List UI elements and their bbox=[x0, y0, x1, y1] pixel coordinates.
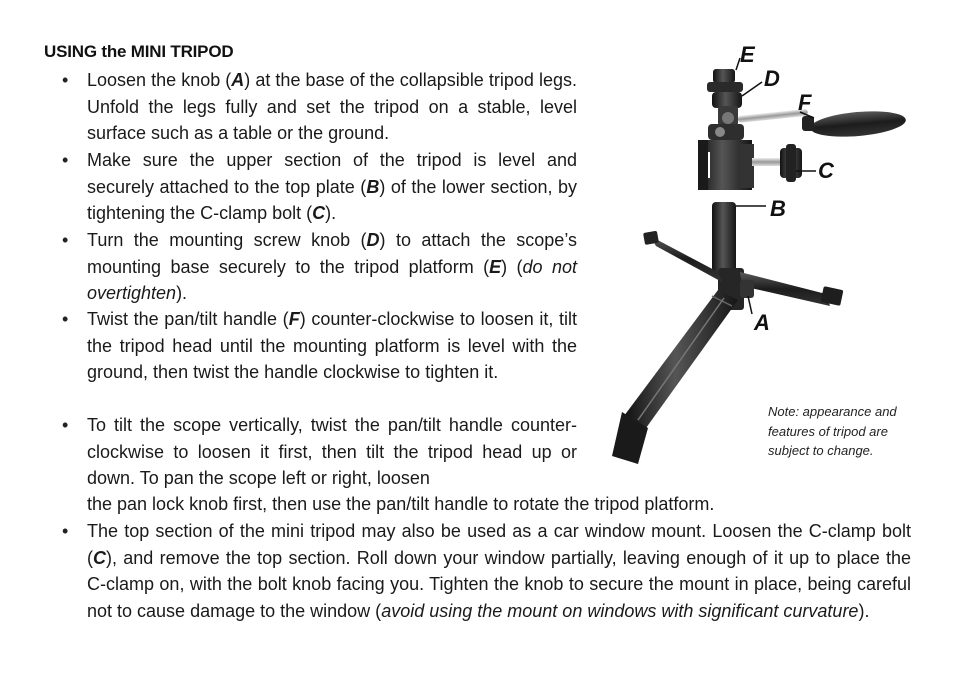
bullet-marker: • bbox=[62, 415, 69, 435]
label-ref-f: F bbox=[288, 309, 300, 329]
bullet-marker: • bbox=[62, 521, 69, 541]
appearance-note: Note: appearance and features of tripod are subject to change. bbox=[768, 404, 897, 458]
bullet-marker: • bbox=[62, 70, 69, 90]
list-item: Turn the mounting screw knob (D) to attach the scope’s mounting base securely to the tripod platform (E) (do not overtighten). bbox=[87, 230, 577, 303]
list-item: To tilt the scope vertically, twist the pan/tilt handle counter-clockwise to loosen it first, then tilt the tripod head up or down. To pan the scope left or right, loosen bbox=[87, 415, 577, 488]
c-clamp bbox=[698, 140, 802, 190]
bullet-marker: • bbox=[62, 309, 69, 329]
callout-e: E bbox=[740, 42, 755, 67]
list-item: Loosen the knob (A) at the base of the collapsible tripod legs. Unfold the legs fully and set the tripod on a stable, level surface such as a table or the ground. bbox=[87, 70, 577, 143]
label-ref-c: C bbox=[312, 203, 326, 223]
list-item-continuation: the pan lock knob first, then use the pan/tilt handle to rotate the tripod platform. bbox=[87, 494, 715, 514]
emphasis-text: avoid using the mount on windows with significant curvature bbox=[381, 600, 859, 621]
bullet-marker: • bbox=[62, 150, 69, 170]
list-item: Make sure the upper section of the tripod is level and securely attached to the top plate (B) of the lower section, by tightening the C-clamp bolt (C). bbox=[87, 150, 578, 223]
callout-f: F bbox=[798, 90, 812, 115]
callout-b: B bbox=[770, 196, 786, 221]
mounting-platform bbox=[707, 69, 743, 92]
pan-tilt-handle bbox=[738, 108, 907, 140]
ball-head bbox=[708, 124, 744, 140]
callout-d: D bbox=[764, 66, 780, 91]
label-ref-c: C bbox=[93, 547, 106, 568]
label-ref-e: E bbox=[489, 256, 502, 277]
list-item: Twist the pan/tilt handle (F) counter-clockwise to loosen it, tilt the tripod head until the mounting platform is level with the ground, then twist the handle clockwise to tighten it. bbox=[87, 309, 578, 382]
label-ref-b: B bbox=[366, 176, 380, 197]
leg-knob bbox=[740, 280, 754, 298]
callout-a: A bbox=[754, 310, 770, 335]
label-ref-a: A bbox=[231, 70, 245, 90]
list-item: The top section of the mini tripod may also be used as a car window mount. Loosen the C-clamp bolt (C), and remove the top section. Roll down your window partially, leaving enough of it up to place the C-clamp on, with the bolt knob facing you. Tighten the knob to secure the mount in place, being careful not to cause damage to the window (avoid using the mount on windows with significant curvature). bbox=[87, 521, 911, 621]
label-ref-d: D bbox=[366, 230, 380, 250]
bullet-marker: • bbox=[62, 230, 69, 250]
emphasis-text: do not overtighten bbox=[87, 256, 577, 303]
section-heading: USING the MINI TRIPOD bbox=[44, 42, 234, 61]
callout-c: C bbox=[818, 158, 834, 183]
mounting-screw-knob bbox=[712, 92, 742, 126]
